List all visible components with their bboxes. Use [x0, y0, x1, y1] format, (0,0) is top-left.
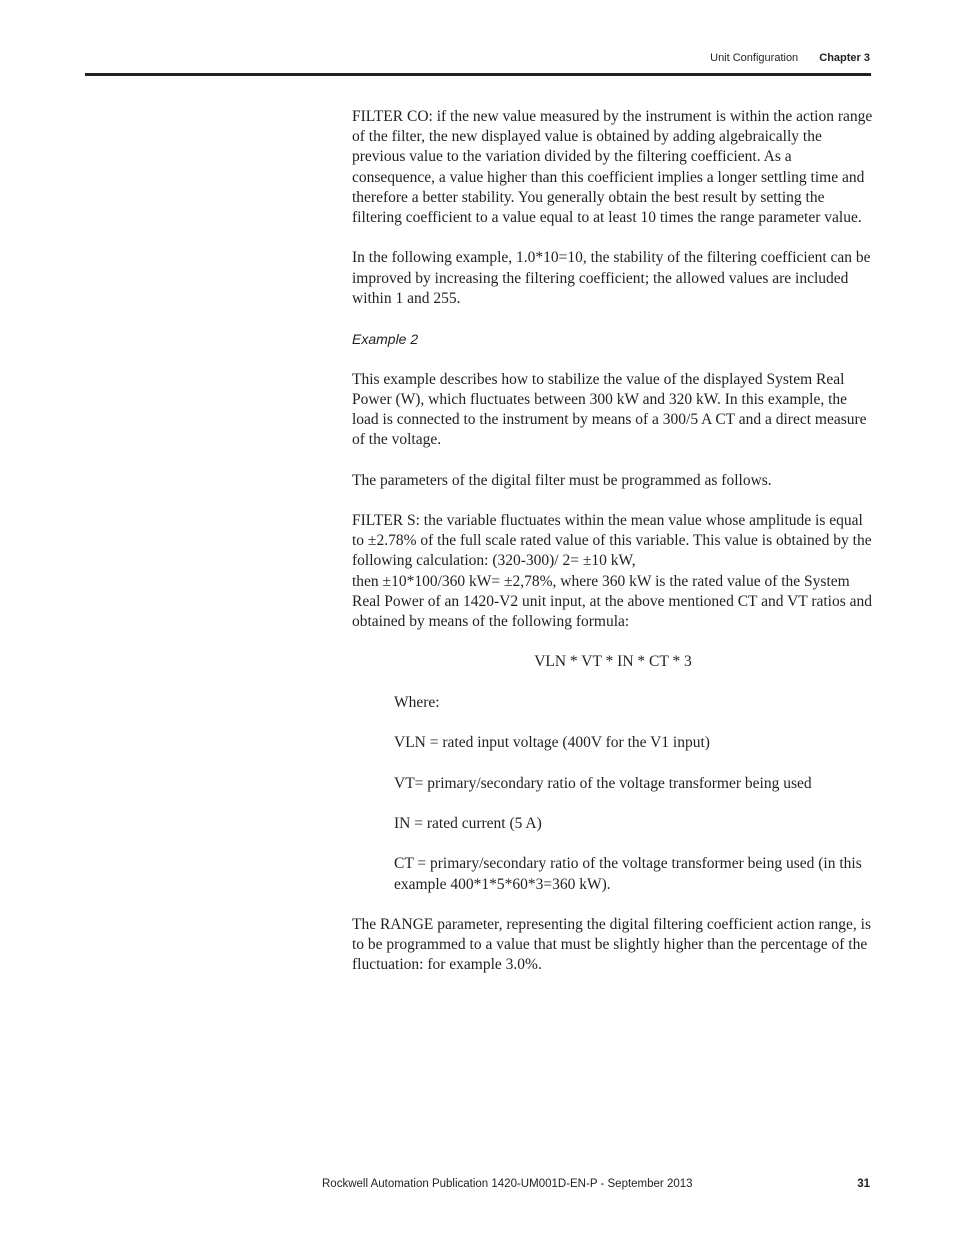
- header-rule: [85, 73, 871, 76]
- definition-ct: CT = primary/secondary ratio of the voltage transformer being used (in this example 400*1*5*60*3=360 kW).: [394, 855, 862, 893]
- filter-s-line-1: FILTER S: the variable fluctuates within the mean value whose amplitude is equal to ±2.78% of the full scale rated value of this variable. This value is obtained by the following calculation: (320-300)/ 2= ±10 kW,: [352, 511, 872, 570]
- header-section-title: Unit Configuration: [710, 52, 799, 64]
- definition-vln: VLN = rated input voltage (400V for the V1 input): [394, 734, 710, 752]
- paragraph-range: The RANGE parameter, representing the digital filtering coefficient action range, is to be programmed to a value that must be slightly higher than the percentage of the fluctuation: for example 3.0%.: [352, 915, 872, 974]
- definition-vt: VT= primary/secondary ratio of the voltage transformer being used: [394, 774, 812, 792]
- paragraph-filter-co: FILTER CO: if the new value measured by the instrument is within the action range of the filter, the new displayed value is obtained by adding algebraically the previous value to the variation divided by the filtering coefficient. As a consequence, a value higher than this coefficient implies a longer settling time and therefore a better stability. You generally obtain the best result by setting the filtering coefficient to a value equal to at least 10 times the range parameter value.: [352, 108, 873, 227]
- definition-in: IN = rated current (5 A): [394, 814, 542, 832]
- paragraph-example-description: This example describes how to stabilize the value of the displayed System Real Power (W), which fluctuates between 300 kW and 320 kW. In this example, the load is connected to the instrument by means of a 300/5 A CT and a direct measure of the voltage.: [352, 370, 867, 449]
- paragraph-filter-parameters: The parameters of the digital filter must be programmed as follows.: [352, 471, 772, 489]
- publication-info: Rockwell Automation Publication 1420-UM001D-EN-P - September 2013: [322, 1178, 693, 1190]
- page-header: [710, 52, 870, 64]
- paragraph-filter-s: [352, 511, 874, 632]
- where-label: Where:: [394, 693, 440, 711]
- example-heading: Example 2: [352, 331, 419, 348]
- page-number: 31: [857, 1178, 870, 1190]
- document-body: [352, 107, 874, 996]
- header-chapter-label: Chapter 3: [819, 52, 870, 64]
- paragraph-example-note: In the following example, 1.0*10=10, the stability of the filtering coefficient can be improved by increasing the filtering coefficient; the allowed values are included within 1 and 255.: [352, 249, 871, 307]
- filter-s-line-2: then ±10*100/360 kW= ±2,78%, where 360 kW is the rated value of the System Real Power of an 1420-V2 unit input, at the above mentioned CT and VT ratios and obtained by means of the following formula:: [352, 572, 873, 630]
- formula: VLN * VT * IN * CT * 3: [534, 653, 692, 671]
